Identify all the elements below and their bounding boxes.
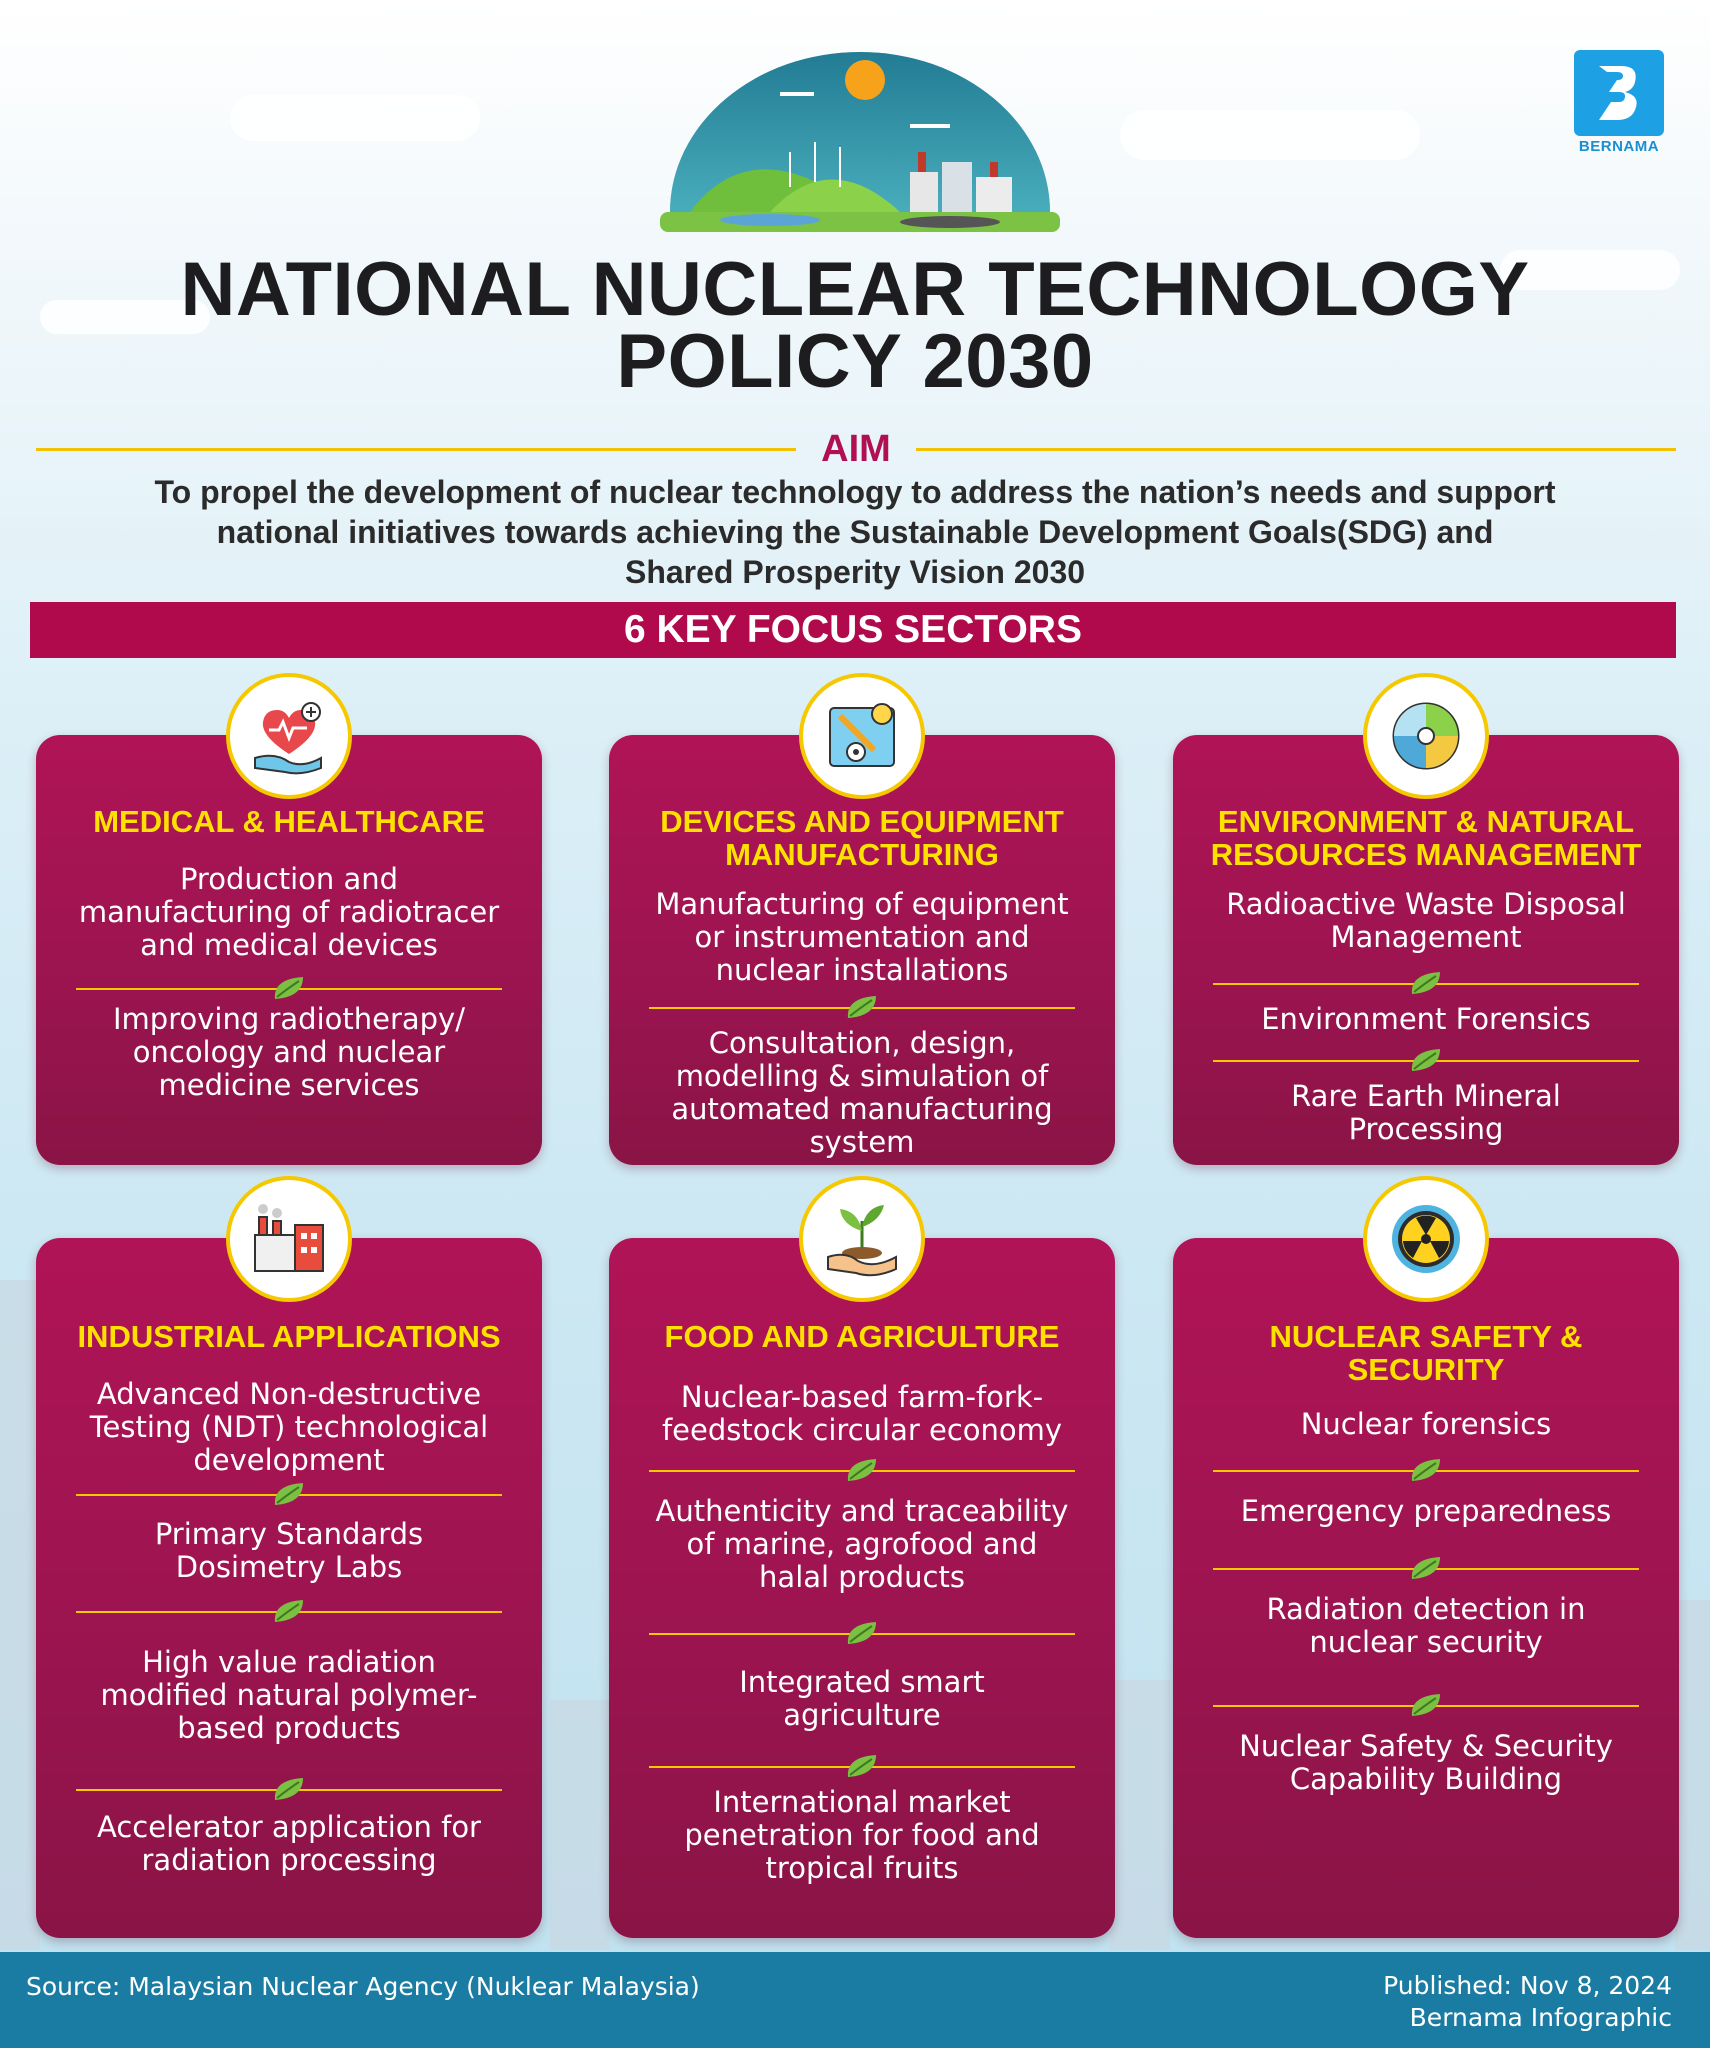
- sector-title-line: FOOD AND AGRICULTURE: [664, 1319, 1060, 1354]
- sector-focus-item: [50, 1518, 528, 1584]
- sector-focus-item-line: Improving radiotherapy/: [113, 1002, 465, 1036]
- sector-focus-item-line: oncology and nuclear: [132, 1035, 446, 1069]
- sector-focus-item-line: automated manufacturing: [671, 1092, 1053, 1126]
- leaf-divider: [1213, 1705, 1639, 1707]
- sector-card: [36, 1238, 542, 1938]
- sector-focus-item-line: Advanced Non-destructive: [96, 1377, 482, 1411]
- sector-focus-item-line: Capability Building: [1289, 1762, 1563, 1796]
- sector-focus-item: [623, 1381, 1101, 1447]
- sector-focus-item-line: Testing (NDT) technological: [89, 1410, 489, 1444]
- sector-focus-item: [50, 1646, 528, 1745]
- sector-card: [1173, 1238, 1679, 1938]
- heart-hand-icon: [226, 673, 352, 799]
- leaf-icon: [842, 992, 882, 1022]
- blueprint-icon: [799, 673, 925, 799]
- sector-focus-item-line: penetration for food and: [684, 1818, 1040, 1852]
- sector-title: [619, 805, 1105, 871]
- sector-focus-item: [623, 1786, 1101, 1885]
- sector-focus-item-line: Manufacturing of equipment: [655, 887, 1069, 921]
- background-building: [1675, 1600, 1710, 1950]
- sector-focus-item-line: Radioactive Waste Disposal: [1226, 887, 1626, 921]
- sector-focus-item: [50, 1003, 528, 1102]
- sector-focus-item-line: Nuclear Safety & Security: [1239, 1729, 1613, 1763]
- leaf-icon: [269, 1479, 309, 1509]
- page-title-line: POLICY 2030: [616, 319, 1094, 404]
- sector-focus-item-line: agriculture: [783, 1698, 941, 1732]
- sector-focus-item-line: radiation processing: [141, 1843, 437, 1877]
- publication-info: [1383, 1970, 1672, 2034]
- leaf-icon: [842, 1618, 882, 1648]
- background-building: [550, 1700, 610, 1950]
- sector-focus-item-line: development: [193, 1443, 385, 1477]
- sector-focus-item: [623, 1027, 1101, 1159]
- sector-focus-item-line: Primary Standards: [154, 1517, 424, 1551]
- bernama-logo-mark: [1574, 50, 1664, 136]
- key-focus-sectors-banner: 6 KEY FOCUS SECTORS: [30, 602, 1676, 658]
- leaf-icon: [1406, 968, 1446, 998]
- sector-focus-item-line: modified natural polymer-: [100, 1678, 478, 1712]
- sector-focus-item-line: Production and: [179, 862, 399, 896]
- leaf-divider: [1213, 1470, 1639, 1472]
- aim-statement-line: Shared Prosperity Vision 2030: [624, 554, 1086, 590]
- leaf-icon: [1406, 1690, 1446, 1720]
- leaf-divider: [76, 1789, 502, 1791]
- leaf-icon: [269, 1596, 309, 1626]
- sector-title-line: INDUSTRIAL APPLICATIONS: [77, 1319, 501, 1354]
- sector-focus-item-line: Accelerator application for: [97, 1810, 481, 1844]
- leaf-icon: [269, 973, 309, 1003]
- page-title-line: NATIONAL NUCLEAR TECHNOLOGY: [180, 247, 1530, 332]
- background-cloud: [230, 95, 480, 141]
- sector-focus-item: [1187, 1408, 1665, 1441]
- bernama-b-icon: [1591, 62, 1647, 124]
- sector-card: [609, 1238, 1115, 1938]
- sector-focus-item-line: Consultation, design,: [708, 1026, 1016, 1060]
- sector-card: [609, 735, 1115, 1165]
- sector-focus-item-line: nuclear security: [1309, 1625, 1543, 1659]
- sector-focus-item: [1187, 1593, 1665, 1659]
- sector-focus-item-line: feedstock circular economy: [661, 1413, 1063, 1447]
- sector-focus-item-line: modelling & simulation of: [675, 1059, 1049, 1093]
- radiation-icon: [1363, 1176, 1489, 1302]
- sector-focus-item-line: medicine services: [158, 1068, 420, 1102]
- plant-hand-icon: [799, 1176, 925, 1302]
- sector-title-line: ENVIRONMENT & NATURAL: [1217, 804, 1635, 839]
- sector-title-line: SECURITY: [1347, 1352, 1505, 1387]
- leaf-divider: [76, 1494, 502, 1496]
- leaf-divider: [76, 988, 502, 990]
- sustainable-city-illustration: [660, 52, 1060, 242]
- leaf-icon: [1406, 1455, 1446, 1485]
- sector-title: [619, 1320, 1105, 1353]
- sector-title-line: MANUFACTURING: [725, 837, 999, 872]
- aim-label: AIM: [821, 428, 891, 470]
- sector-focus-item: [1187, 888, 1665, 954]
- leaf-icon: [269, 1774, 309, 1804]
- aim-statement-line: To propel the development of nuclear technology to address the nation’s needs and support: [154, 474, 1556, 510]
- leaf-divider: [649, 1007, 1075, 1009]
- sector-focus-item-line: Radiation detection in: [1266, 1592, 1586, 1626]
- sector-focus-item-line: based products: [177, 1711, 401, 1745]
- source-credit: Source: Malaysian Nuclear Agency (Nuklear Malaysia): [26, 1972, 700, 2001]
- leaf-icon: [1406, 1045, 1446, 1075]
- sector-focus-item-line: nuclear installations: [715, 953, 1009, 987]
- leaf-icon: [1406, 1553, 1446, 1583]
- sector-focus-item-line: International market: [713, 1785, 1011, 1819]
- sector-focus-item-line: High value radiation: [142, 1645, 436, 1679]
- sector-title: [46, 805, 532, 838]
- leaf-divider: [1213, 1060, 1639, 1062]
- leaf-divider: [649, 1633, 1075, 1635]
- sector-focus-item: [623, 1666, 1101, 1732]
- aim-statement-line: national initiatives towards achieving the Sustainable Development Goals(SDG) and: [216, 514, 1494, 550]
- sector-focus-item-line: Emergency preparedness: [1240, 1494, 1612, 1528]
- environment-icon: [1363, 673, 1489, 799]
- background-cloud: [1120, 110, 1420, 160]
- sector-title-line: RESOURCES MANAGEMENT: [1210, 837, 1642, 872]
- sector-focus-item-line: Processing: [1348, 1112, 1504, 1146]
- aim-header: [36, 428, 1676, 468]
- leaf-divider: [649, 1470, 1075, 1472]
- leaf-divider: [649, 1766, 1075, 1768]
- page-title: [0, 247, 1710, 404]
- sector-focus-item-line: Management: [1330, 920, 1522, 954]
- leaf-divider: [76, 1611, 502, 1613]
- bernama-logo: [1574, 50, 1664, 156]
- sector-focus-item: [623, 1495, 1101, 1594]
- background-building: [0, 1280, 40, 1950]
- sector-focus-item-line: Environment Forensics: [1261, 1002, 1591, 1036]
- bernama-logo-text: BERNAMA: [1578, 138, 1660, 155]
- leaf-icon: [842, 1455, 882, 1485]
- sector-card: [36, 735, 542, 1165]
- sector-title-line: NUCLEAR SAFETY &: [1269, 1319, 1583, 1354]
- sector-focus-item: [1187, 1080, 1665, 1146]
- sector-focus-item-line: Dosimetry Labs: [175, 1550, 403, 1584]
- sector-focus-item-line: Nuclear-based farm-fork-: [680, 1380, 1044, 1414]
- sector-title: [1183, 1320, 1669, 1386]
- background-building: [1110, 1680, 1170, 1950]
- sector-card: [1173, 735, 1679, 1165]
- sector-focus-item-line: system: [809, 1125, 915, 1159]
- sector-focus-item-line: Rare Earth Mineral: [1291, 1079, 1561, 1113]
- sector-focus-item-line: tropical fruits: [765, 1851, 959, 1885]
- sector-focus-item: [50, 1378, 528, 1477]
- sector-focus-item-line: Integrated smart: [739, 1665, 985, 1699]
- sector-focus-item-line: manufacturing of radiotracer: [78, 895, 500, 929]
- sector-title: [1183, 805, 1669, 871]
- sector-focus-item-line: Authenticity and traceability: [655, 1494, 1069, 1528]
- sector-focus-item: [50, 1811, 528, 1877]
- sector-focus-item: [1187, 1003, 1665, 1036]
- sector-focus-item: [1187, 1730, 1665, 1796]
- sector-title-line: DEVICES AND EQUIPMENT: [660, 804, 1064, 839]
- sector-focus-item: [623, 888, 1101, 987]
- sector-focus-item-line: halal products: [759, 1560, 965, 1594]
- published-date: Published: Nov 8, 2024: [1383, 1971, 1672, 2000]
- leaf-divider: [1213, 983, 1639, 985]
- sector-focus-item-line: of marine, agrofood and: [686, 1527, 1038, 1561]
- infographic-credit: Bernama Infographic: [1409, 2003, 1672, 2032]
- aim-statement: [60, 472, 1650, 592]
- factory-icon: [226, 1176, 352, 1302]
- sector-focus-item: [50, 863, 528, 962]
- sector-title: [46, 1320, 532, 1353]
- sector-title-line: MEDICAL & HEALTHCARE: [93, 804, 485, 839]
- sector-focus-item-line: and medical devices: [140, 928, 438, 962]
- sector-focus-item-line: or instrumentation and: [694, 920, 1030, 954]
- sector-focus-item: [1187, 1495, 1665, 1528]
- leaf-icon: [842, 1751, 882, 1781]
- sector-focus-item-line: Nuclear forensics: [1300, 1407, 1552, 1441]
- leaf-divider: [1213, 1568, 1639, 1570]
